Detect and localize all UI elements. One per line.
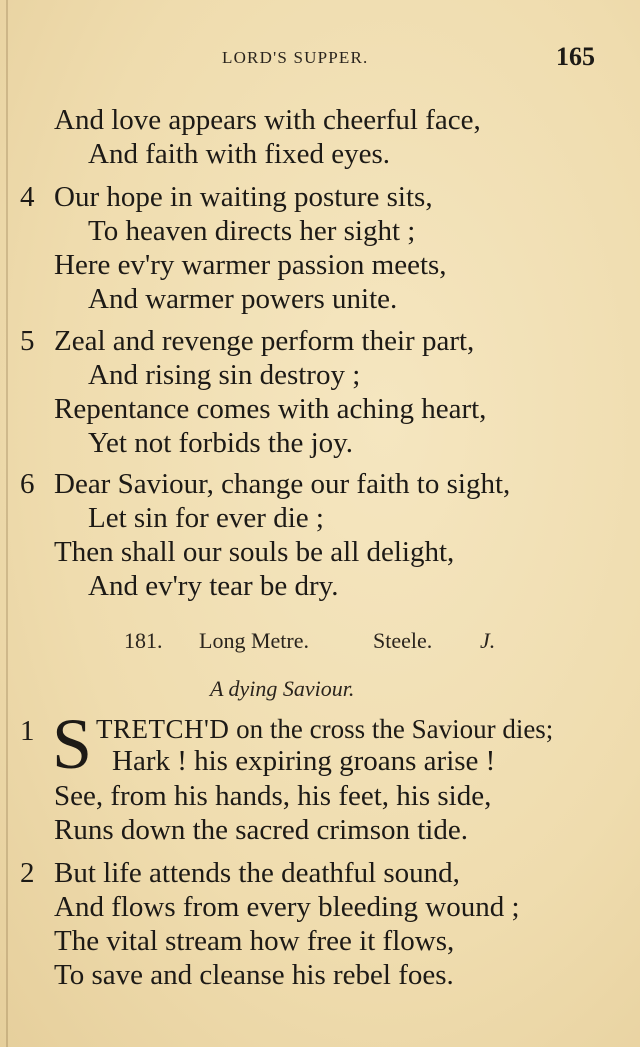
verse-line: Hark ! his expiring groans arise ! [112,745,496,777]
page-number: 165 [556,42,595,71]
gutter-shadow [6,0,8,1047]
verse-line: But life attends the deathful sound, [54,857,460,889]
verse-line: Repentance comes with aching heart, [54,393,487,425]
hymn-subtitle: A dying Saviour. [210,676,355,701]
verse-number: 1 [20,715,35,747]
verse-line: See, from his hands, his feet, his side, [54,780,492,812]
verse-number: 4 [20,181,35,213]
verse-line: Zeal and revenge perform their part, [54,325,475,357]
verse-line: Here ev'ry warmer passion meets, [54,249,447,281]
verse-line: Runs down the sacred crimson tide. [54,814,468,846]
verse-line: And rising sin destroy ; [88,359,361,391]
verse-line: And flows from every bleeding wound ; [54,891,520,923]
verse-line: Let sin for ever die ; [88,502,324,534]
hymn-mark: J. [480,628,496,653]
verse-line: The vital stream how free it flows, [54,925,455,957]
verse-line: To heaven directs her sight ; [88,215,416,247]
verse-number: 5 [20,325,35,357]
verse-line: Dear Saviour, change our faith to sight, [54,468,511,500]
hymn-metre: Long Metre. [199,628,309,653]
drop-cap: S [52,704,93,784]
verse-line: Then shall our souls be all delight, [54,536,455,568]
verse-number: 2 [20,857,35,889]
running-head [0,42,640,74]
verse-line: And ev'ry tear be dry. [88,570,339,602]
verse-line: And faith with fixed eyes. [88,138,391,170]
verse-line: And love appears with cheerful face, [54,104,481,136]
first-word: TRETCH'D [96,714,230,744]
verse-line: Yet not forbids the joy. [88,427,354,459]
verse-number: 6 [20,468,35,500]
verse-line: Our hope in waiting posture sits, [54,181,433,213]
verse-line: To save and cleanse his rebel foes. [54,959,454,991]
verse-line [96,712,553,746]
running-title: LORD'S SUPPER. [222,48,369,67]
hymn-number: 181. [124,628,163,653]
hymn-author: Steele. [373,628,433,653]
verse-line: And warmer powers unite. [88,283,398,315]
first-line-tail: on the cross the Saviour dies; [236,714,554,744]
hymn-heading [0,628,640,658]
